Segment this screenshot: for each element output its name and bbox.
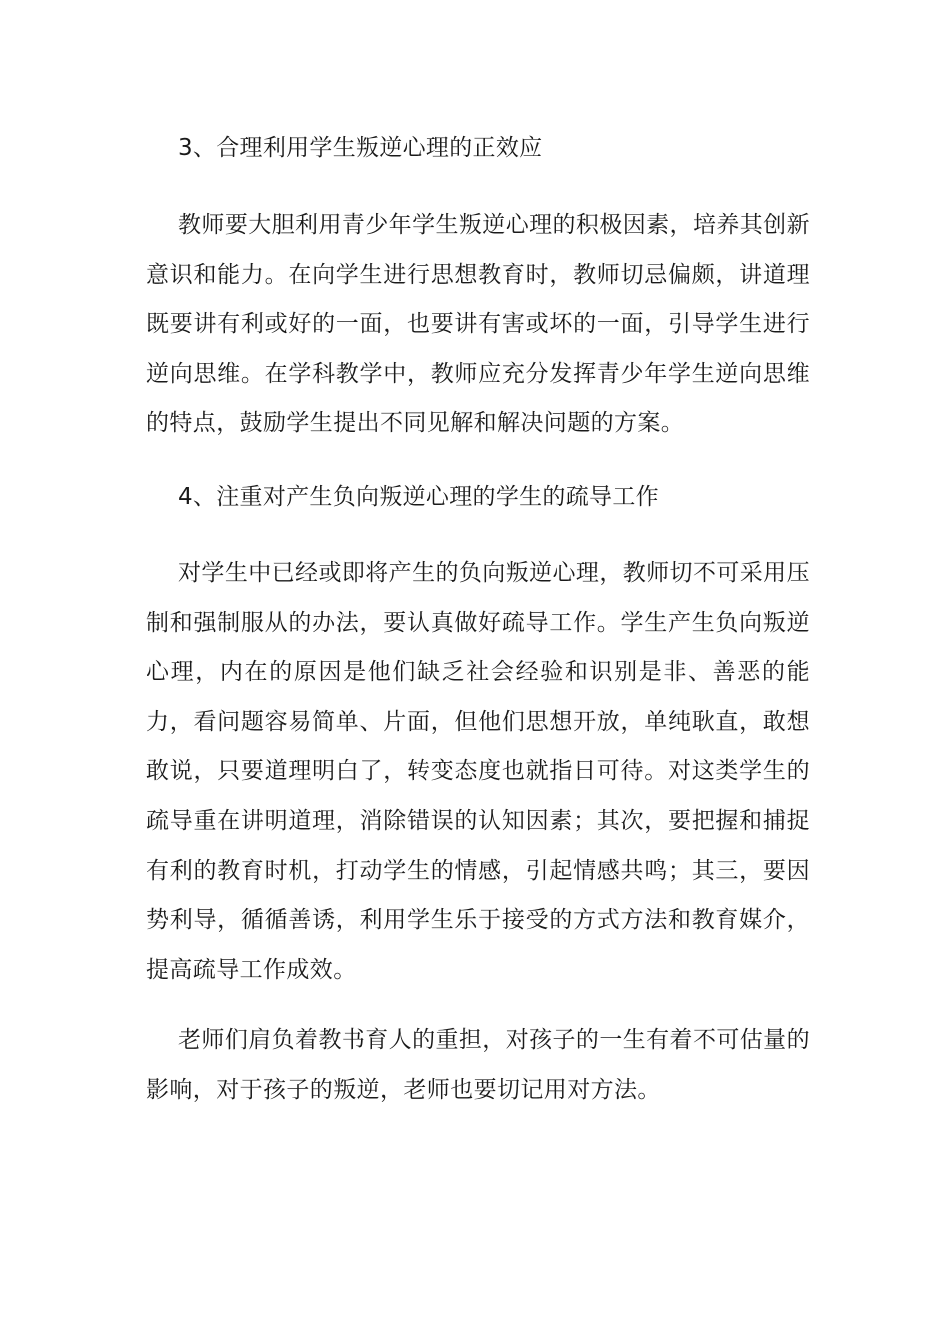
- section-3-heading: 3、合理利用学生叛逆心理的正效应: [178, 135, 543, 161]
- section-3-paragraph: 教师要大胆利用青少年学生叛逆心理的积极因素，培养其创新意识和能力。在向学生进行思想教育时，教师切忌偏颇，讲道理既要讲有利或好的一面，也要讲有害或坏的一面，引导学生进行逆向思维。在学科教学中，教师应充分发挥青少年学生逆向思维的特点，鼓励学生提出不同见解和解决问题的方案。: [146, 212, 810, 437]
- closing-paragraph: 老师们肩负着教书育人的重担，对孩子的一生有着不可估量的影响，对于孩子的叛逆，老师也要切记用对方法。: [146, 1027, 810, 1103]
- section-4-paragraph: 对学生中已经或即将产生的负向叛逆心理，教师切不可采用压制和强制服从的办法，要认真做好疏导工作。学生产生负向叛逆心理，内在的原因是他们缺乏社会经验和识别是非、善恶的能力，看问题容易简单、片面，但他们思想开放，单纯耿直，敢想敢说，只要道理明白了，转变态度也就指日可待。对这类学生的疏导重在讲明道理，消除错误的认知因素；其次，要把握和捕捉有利的教育时机，打动学生的情感，引起情感共鸣；其三，要因势利导，循循善诱，利用学生乐于接受的方式方法和教育媒介，提高疏导工作成效。: [146, 559, 810, 983]
- document-body: [146, 128, 810, 1116]
- section-4-heading: 4、注重对产生负向叛逆心理的学生的疏导工作: [178, 483, 659, 510]
